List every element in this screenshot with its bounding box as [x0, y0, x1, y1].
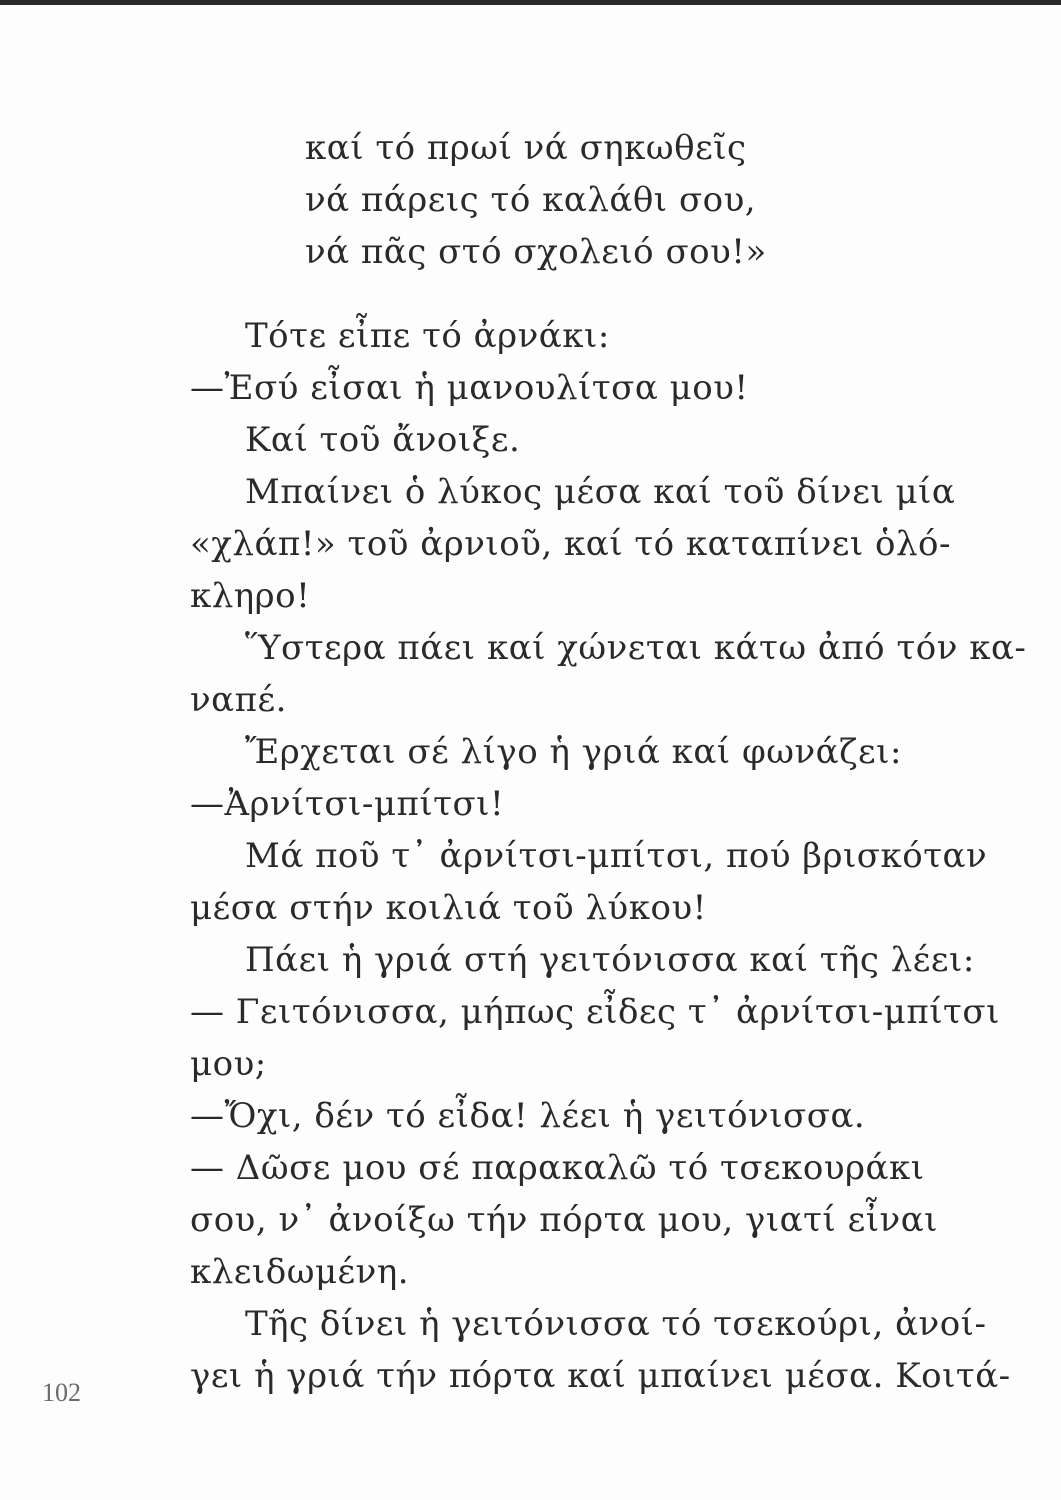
poem-line: καί τό πρωί νά σηκωθεῖς: [305, 128, 747, 168]
poem-line: νά πάρεις τό καλάθι σου,: [305, 180, 757, 220]
paragraph-line: ναπέ.: [190, 680, 287, 720]
dialogue-line: — Δῶσε μου σέ παρακαλῶ τό τσεκουράκι: [190, 1148, 925, 1188]
dialogue-line: —Ὄχι, δέν τό εἶδα! λέει ἡ γειτόνισσα.: [190, 1096, 866, 1136]
page-top-edge: [0, 0, 1061, 5]
paragraph-line: Μπαίνει ὁ λύκος μέσα καί τοῦ δίνει μία: [245, 472, 956, 512]
paragraph-line: μέσα στήν κοιλιά τοῦ λύκου!: [190, 888, 707, 928]
paragraph-line: κλειδωμένη.: [190, 1252, 409, 1292]
paragraph-line: κληρο!: [190, 576, 311, 616]
dialogue-line: — Γειτόνισσα, μήπως εἶδες τ᾽ ἀρνίτσι-μπίτσι: [190, 992, 1000, 1032]
paragraph-line: σου, ν᾽ ἀνοίξω τήν πόρτα μου, γιατί εἶναι: [190, 1200, 938, 1240]
page-number: 102: [42, 1378, 81, 1407]
dialogue-line: —Ἐσύ εἶσαι ἡ μανουλίτσα μου!: [190, 368, 749, 408]
paragraph-line: Μά ποῦ τ᾽ ἀρνίτσι-μπίτσι, πού βρισκόταν: [245, 836, 988, 876]
paragraph-line: Τῆς δίνει ἡ γειτόνισσα τό τσεκούρι, ἀνοί-: [245, 1304, 987, 1344]
paragraph-line: μου;: [190, 1044, 267, 1084]
paragraph-line: Καί τοῦ ἄνοιξε.: [245, 420, 521, 460]
poem-line: νά πᾶς στό σχολειό σου!»: [305, 232, 767, 272]
dialogue-line: —Ἀρνίτσι-μπίτσι!: [190, 784, 505, 824]
paragraph-line: Ὕστερα πάει καί χώνεται κάτω ἀπό τόν κα-: [245, 628, 1027, 668]
paragraph-line: Πάει ἡ γριά στή γειτόνισσα καί τῆς λέει:: [245, 940, 975, 980]
paragraph-line: Τότε εἶπε τό ἀρνάκι:: [245, 316, 610, 356]
paragraph-line: γει ἡ γριά τήν πόρτα καί μπαίνει μέσα. Κοιτά-: [190, 1356, 1011, 1396]
paragraph-line: Ἔρχεται σέ λίγο ἡ γριά καί φωνάζει:: [245, 732, 902, 772]
paragraph-line: «χλάπ!» τοῦ ἀρνιοῦ, καί τό καταπίνει ὁλό-: [190, 524, 951, 564]
